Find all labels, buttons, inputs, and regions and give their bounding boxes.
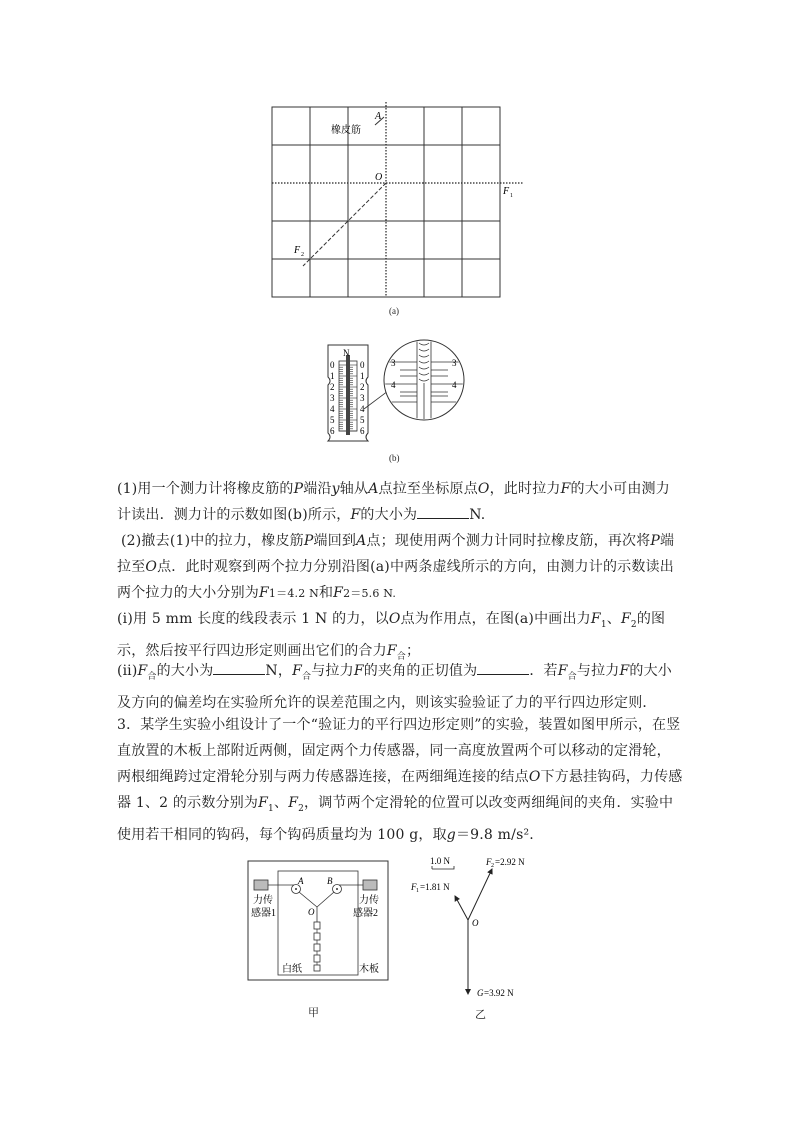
f2-direction-line xyxy=(303,183,386,266)
label-F2-value: =2.92 N xyxy=(495,857,525,867)
label-board: 木板 xyxy=(359,964,379,975)
scale-number-right: 3 xyxy=(360,393,365,403)
figure-jia-apparatus xyxy=(245,858,395,984)
dial-unit: N xyxy=(343,348,350,358)
scale-number-right: 0 xyxy=(360,360,365,370)
scale-number-left: 0 xyxy=(330,360,335,370)
label-G-value: =3.92 N xyxy=(484,988,514,998)
force-F1-arrow xyxy=(455,896,468,920)
answer-blank-3[interactable] xyxy=(477,660,529,675)
label-F2-sub: 2 xyxy=(301,252,304,258)
scale-number-right: 6 xyxy=(360,426,365,436)
question-2: (2)撤去(1)中的拉力，橡皮筋P端回到A点；现使用两个测力计同时拉橡皮筋，再次将P端拉至O点．此时观察到两个拉力分别沿图(a)中两条虚线所示的方向，由测力计的示数读出两个拉力的大小分别为F1＝4.2 N和F2＝5.6 N. xyxy=(117,533,675,601)
scale-number-right: 5 xyxy=(360,415,365,425)
label-F2: F xyxy=(294,245,301,256)
label-F2-sub: 2 xyxy=(491,863,494,869)
figure-b-spring-scale xyxy=(320,335,470,450)
label-O: O xyxy=(375,172,383,183)
force-F2-arrow xyxy=(468,869,492,920)
sensor-2-label-line2: 感器2 xyxy=(353,908,378,919)
scale-number-left: 6 xyxy=(330,426,335,436)
label-F2: F xyxy=(486,857,492,867)
scale-number-left: 2 xyxy=(330,382,335,392)
label-F1: F xyxy=(503,186,510,197)
scale-number-left: 5 xyxy=(330,415,335,425)
scale-number-left: 3 xyxy=(330,393,335,403)
sensor-1-label-line1: 力传 xyxy=(253,895,273,906)
figure-yi-force-diagram xyxy=(405,852,555,1002)
sensor-2 xyxy=(363,880,377,890)
zoom-label-3-right: 3 xyxy=(452,358,457,368)
label-O: O xyxy=(472,918,479,928)
scale-number-left: 1 xyxy=(330,371,335,381)
scale-label: 1.0 N xyxy=(430,856,450,866)
figure-a-caption: (a) xyxy=(389,306,399,316)
label-F1: F xyxy=(411,882,417,892)
sensor-1-label-line2: 感器1 xyxy=(251,908,276,919)
scale-number-right: 1 xyxy=(360,371,365,381)
label-A: A xyxy=(375,111,382,122)
answer-blank-2[interactable] xyxy=(213,660,265,675)
sensor-1 xyxy=(254,880,268,890)
question-2-ii: $(ⅱ)F_合$的大小为 N，$F_合$与拉力F的夹角的正切值为 ．若$F_合$与拉力F的大小及方向的偏差均在实验所允许的误差范围之内，则该实验验证了力的平行四边形定则． xyxy=(117,658,683,716)
zoom-label-3-left: 3 xyxy=(391,358,396,368)
label-F1-value: =1.81 N xyxy=(420,882,450,892)
question-1: (1)用一个测力计将橡皮筋的P端沿y轴从A点拉至坐标原点O，此时拉力F的大小可由测力计读出．测力计的示数如图(b)所示，F的大小为 N. xyxy=(117,481,670,523)
figure-a-grid xyxy=(265,100,525,305)
scale-number-left: 4 xyxy=(330,404,335,414)
scale-number-right: 4 xyxy=(360,404,365,414)
figure-jia-caption: 甲 xyxy=(308,1007,319,1019)
scale-number-right: 2 xyxy=(360,382,365,392)
label-knot-O: O xyxy=(308,907,315,917)
label-F1-sub: 1 xyxy=(510,193,513,199)
label-white-paper: 白纸 xyxy=(282,964,302,975)
zoom-label-4-right: 4 xyxy=(452,380,457,390)
figure-b-caption: (b) xyxy=(389,453,400,463)
label-rubber-band: 橡皮筋 xyxy=(331,125,361,136)
zoom-label-4-left: 4 xyxy=(391,380,396,390)
label-pulley-A: A xyxy=(298,876,304,886)
label-G: G xyxy=(477,988,484,998)
sensor-2-label-line1: 力传 xyxy=(359,895,379,906)
question-2-i: (ⅰ)用 5 mm 长度的线段表示 1 N 的力，以O点为作用点，在图(a)中画出力$F_1$、$F_2$的图示，然后按平行四边形定则画出它们的合力$F_合$； xyxy=(117,611,666,662)
label-pulley-B: B xyxy=(327,876,333,886)
label-F1-sub: 1 xyxy=(416,888,419,894)
figure-yi-caption: 乙 xyxy=(475,1009,486,1021)
answer-blank-1[interactable] xyxy=(417,504,469,519)
question-3: 3．某学生实验小组设计了一个“验证力的平行四边形定则”的实验，装置如图甲所示，在竖直放置的木板上部附近两侧，固定两个力传感器，同一高度放置两个可以移动的定滑轮，两根细绳跨过定滑轮分别与两力传感器连接，在两细绳连接的结点O下方悬挂钩码，力传感器 1、2 的示数分别为$F_1$、$F_2$，调节两个定滑轮的位置可以改变两细绳间的夹角．实验中使用若干相同的钩码，每个钩码质量均为 100 g，取g＝9.8 m/s². xyxy=(117,717,683,843)
